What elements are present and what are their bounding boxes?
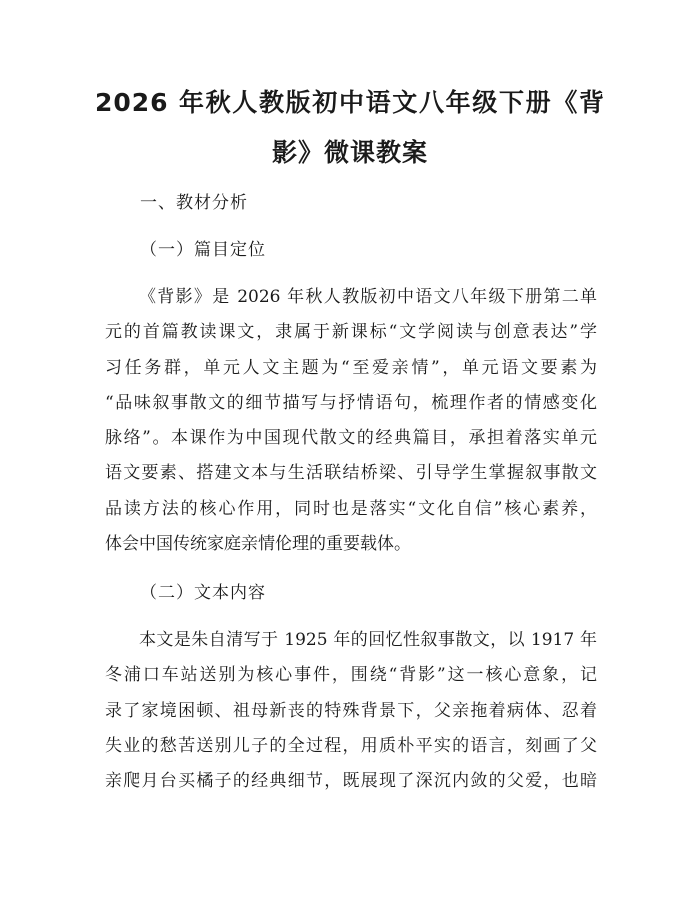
paragraph-line: 《背影》是 2026 年秋人教版初中语文八年级下册第二单: [139, 287, 597, 307]
paragraph-line: 习任务群，单元人文主题为“至爱亲情”，单元语文要素为: [105, 357, 597, 378]
paragraph-line: 本文是朱自清写于 1925 年的回忆性叙事散文，以 1917 年: [139, 630, 597, 650]
paragraph-line: 脉络”。本课作为中国现代散文的经典篇目，承担着落实单元: [105, 428, 597, 449]
paragraph-line: 品读方法的核心作用，同时也是落实“文化自信”核心素养，: [105, 498, 597, 519]
title-line-2: 影》微课教案: [271, 138, 428, 167]
paragraph-line: 语文要素、搭建文本与生活联结桥梁、引导学生掌握叙事散文: [105, 463, 597, 484]
subsection-heading-positioning: （一）篇目定位: [140, 240, 266, 260]
section-heading-materials: 一、教材分析: [140, 193, 248, 213]
paragraph-line: 元的首篇教读课文，隶属于新课标“文学阅读与创意表达”学: [105, 322, 597, 343]
paragraph-positioning: [105, 280, 597, 562]
title-line-1: 2026 年秋人教版初中语文八年级下册《背: [95, 88, 605, 117]
paragraph-line: “品味叙事散文的细节描写与抒情语句，梳理作者的情感变化: [105, 392, 597, 413]
subsection-heading-content: （二）文本内容: [140, 583, 266, 603]
paragraph-line: 体会中国传统家庭亲情伦理的重要载体。: [105, 534, 411, 555]
paragraph-content: [105, 623, 597, 799]
paragraph-line: 亲爬月台买橘子的经典细节，既展现了深沉内敛的父爱，也暗: [105, 771, 597, 792]
document-title: [95, 78, 605, 178]
paragraph-line: 录了家境困顿、祖母新丧的特殊背景下，父亲拖着病体、忍着: [105, 700, 597, 721]
paragraph-line: 冬浦口车站送别为核心事件，围绕“背影”这一核心意象，记: [105, 665, 597, 686]
paragraph-line: 失业的愁苦送别儿子的全过程，用质朴平实的语言，刻画了父: [105, 735, 597, 756]
